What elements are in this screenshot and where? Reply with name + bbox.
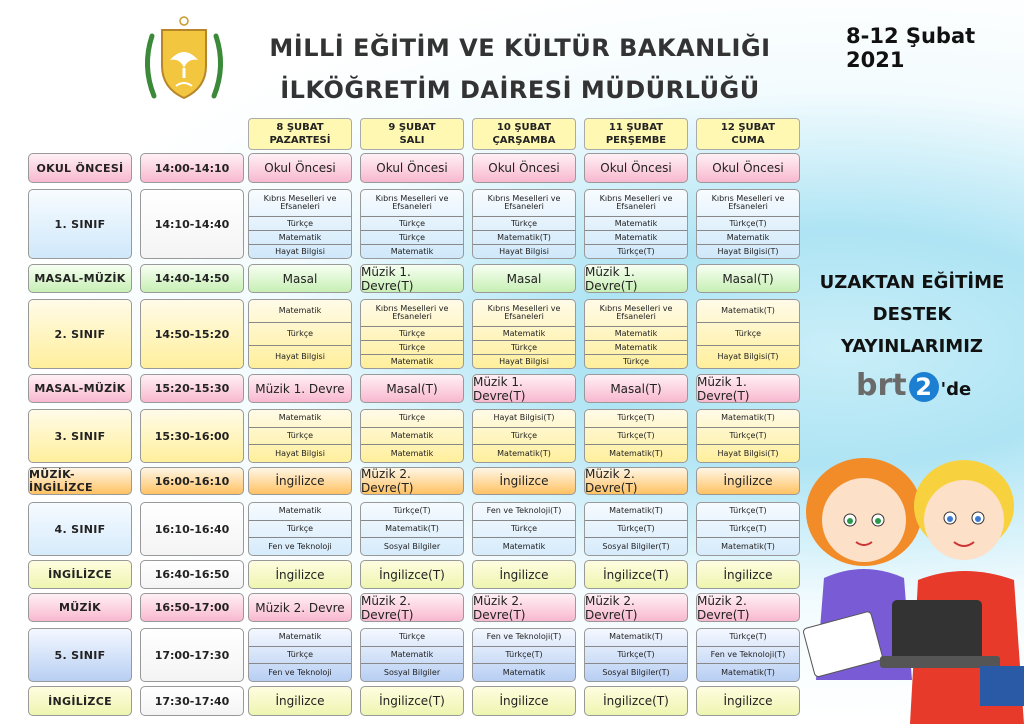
lesson-subject: Sosyal Bilgiler(T) <box>602 541 670 551</box>
day-name: ÇARŞAMBA <box>492 135 556 146</box>
ministry-title: MİLLİ EĞİTİM VE KÜLTÜR BAKANLIĞI <box>269 34 771 62</box>
lesson-subject: Hayat Bilgisi <box>499 356 549 366</box>
lesson-cell <box>472 628 576 682</box>
lesson-subject: Matematik <box>585 341 687 355</box>
lesson-subject: Türkçe <box>473 428 575 446</box>
lesson-subject: Matematik <box>249 629 351 647</box>
lesson-subject: Matematik <box>249 503 351 521</box>
lesson-subject: Matematik <box>390 448 434 458</box>
lesson-cell <box>360 502 464 556</box>
lesson-subject: Matematik(T) <box>473 231 575 245</box>
time-slot: 16:00-16:10 <box>140 467 244 495</box>
lesson-subject: Kıbrıs Meselleri ve Efsaneleri <box>361 300 463 327</box>
row-label: İNGİLİZCE <box>28 686 132 716</box>
lesson-subject: Hayat Bilgisi(T) <box>717 352 779 361</box>
lesson-subject: Türkçe <box>473 341 575 355</box>
lesson-subject: Türkçe(T) <box>697 521 799 539</box>
lesson-cell <box>584 502 688 556</box>
lesson-subject: Hayat Bilgisi <box>275 246 325 256</box>
lesson-subject: Matematik <box>249 231 351 245</box>
lesson-subject: Matematik(T) <box>721 667 775 677</box>
lesson-cell <box>584 299 688 369</box>
lesson-subject: Hayat Bilgisi(T) <box>717 448 779 458</box>
time-slot: 14:10-14:40 <box>140 189 244 259</box>
day-date: 12 ŞUBAT <box>720 122 776 133</box>
lesson-cell: Okul Öncesi <box>584 153 688 183</box>
lesson-subject: Türkçe(T) <box>585 647 687 665</box>
lesson-cell <box>696 299 800 369</box>
lesson-subject: Türkçe <box>249 428 351 446</box>
lesson-subject: Kıbrıs Meselleri ve Efsaneleri <box>697 190 799 217</box>
lesson-subject: Matematik <box>697 231 799 245</box>
lesson-subject: Türkçe(T) <box>473 647 575 665</box>
lesson-subject: Hayat Bilgisi(T) <box>717 246 779 256</box>
lesson-subject: Sosyal Bilgiler <box>383 541 441 551</box>
lesson-cell: Okul Öncesi <box>248 153 352 183</box>
lesson-subject: Türkçe(T) <box>697 428 799 446</box>
lesson-subject: Fen ve Teknoloji <box>268 541 332 551</box>
row-label: MÜZİK <box>28 593 132 622</box>
time-slot: 14:50-15:20 <box>140 299 244 369</box>
lesson-cell <box>360 189 464 259</box>
lesson-subject: Matematik <box>585 217 687 231</box>
lesson-cell: İngilizce(T) <box>584 686 688 716</box>
lesson-cell: İngilizce <box>472 686 576 716</box>
lesson-subject: Türkçe <box>361 327 463 341</box>
lesson-cell: İngilizce <box>248 467 352 495</box>
lesson-cell: İngilizce <box>696 686 800 716</box>
lesson-cell <box>696 189 800 259</box>
lesson-subject: Matematik(T) <box>585 629 687 647</box>
lesson-cell: Masal <box>472 264 576 293</box>
lesson-subject: Matematik <box>585 231 687 245</box>
row-label: İNGİLİZCE <box>28 560 132 589</box>
lesson-subject: Matematik(T) <box>497 448 551 458</box>
lesson-subject: Kıbrıs Meselleri ve Efsaneleri <box>473 190 575 217</box>
row-label: 4. SINIF <box>28 502 132 556</box>
row-label: MÜZİK-İNGİLİZCE <box>28 467 132 495</box>
lesson-subject: Hayat Bilgisi <box>275 448 325 458</box>
day-header <box>472 118 576 150</box>
lesson-cell: İngilizce <box>248 686 352 716</box>
row-label: 5. SINIF <box>28 628 132 682</box>
lesson-cell: İngilizce(T) <box>360 560 464 589</box>
week-date: 8-12 Şubat 2021 <box>846 24 976 72</box>
day-name: PERŞEMBE <box>605 135 667 146</box>
lesson-cell <box>360 628 464 682</box>
lesson-subject: Türkçe <box>473 521 575 539</box>
lesson-subject: Matematik(T) <box>721 541 775 551</box>
promo-line-3: YAYINLARIMIZ <box>841 336 983 357</box>
department-title: İLKÖĞRETİM DAİRESİ MÜDÜRLÜĞÜ <box>280 76 760 104</box>
lesson-subject: Hayat Bilgisi <box>499 246 549 256</box>
lesson-cell: Müzik 2. Devre(T) <box>696 593 800 622</box>
row-label: MASAL-MÜZİK <box>28 374 132 403</box>
lesson-subject: Fen ve Teknoloji(T) <box>697 647 799 665</box>
lesson-cell: Masal(T) <box>584 374 688 403</box>
lesson-subject: Fen ve Teknoloji(T) <box>473 629 575 647</box>
time-slot: 17:30-17:40 <box>140 686 244 716</box>
lesson-cell: Müzik 2. Devre(T) <box>360 467 464 495</box>
lesson-subject: Türkçe <box>361 217 463 231</box>
lesson-subject: Kıbrıs Meselleri ve Efsaneleri <box>361 190 463 217</box>
lesson-cell <box>696 628 800 682</box>
brt2-logo: brt 2 'de <box>856 368 972 403</box>
lesson-cell <box>584 189 688 259</box>
lesson-subject: Türkçe(T) <box>617 246 655 256</box>
lesson-subject: Türkçe(T) <box>697 217 799 231</box>
lesson-subject: Hayat Bilgisi <box>275 352 325 361</box>
lesson-subject: Matematik(T) <box>361 521 463 539</box>
day-name: PAZARTESİ <box>269 135 331 146</box>
lesson-cell: İngilizce <box>696 560 800 589</box>
promo-line-1: UZAKTAN EĞİTİME <box>819 272 1005 293</box>
day-name: CUMA <box>731 135 765 146</box>
lesson-subject: Matematik(T) <box>609 448 663 458</box>
lesson-cell: İngilizce <box>696 467 800 495</box>
time-slot: 16:50-17:00 <box>140 593 244 622</box>
lesson-cell <box>584 409 688 463</box>
lesson-cell: Okul Öncesi <box>696 153 800 183</box>
day-header <box>584 118 688 150</box>
lesson-cell <box>472 409 576 463</box>
lesson-cell: Müzik 2. Devre(T) <box>360 593 464 622</box>
time-slot: 15:20-15:30 <box>140 374 244 403</box>
lesson-cell: İngilizce(T) <box>584 560 688 589</box>
day-date: 10 ŞUBAT <box>496 122 552 133</box>
lesson-cell: Müzik 1. Devre(T) <box>584 264 688 293</box>
lesson-cell: Masal <box>248 264 352 293</box>
lesson-subject: Kıbrıs Meselleri ve Efsaneleri <box>249 190 351 217</box>
lesson-subject: Türkçe(T) <box>697 503 799 521</box>
lesson-cell: Müzik 1. Devre(T) <box>696 374 800 403</box>
lesson-subject: Matematik <box>390 246 434 256</box>
day-date: 9 ŞUBAT <box>388 122 436 133</box>
lesson-cell <box>472 189 576 259</box>
lesson-subject: Türkçe <box>473 217 575 231</box>
row-label: MASAL-MÜZİK <box>28 264 132 293</box>
lesson-cell <box>248 502 352 556</box>
lesson-cell <box>696 409 800 463</box>
lesson-cell <box>248 299 352 369</box>
time-slot: 15:30-16:00 <box>140 409 244 463</box>
lesson-subject: Türkçe <box>249 521 351 539</box>
lesson-cell: Müzik 2. Devre(T) <box>584 467 688 495</box>
lesson-subject: Hayat Bilgisi(T) <box>473 410 575 428</box>
lesson-subject: Türkçe <box>697 323 799 346</box>
lesson-subject: Matematik(T) <box>585 503 687 521</box>
lesson-subject: Kıbrıs Meselleri ve Efsaneleri <box>585 190 687 217</box>
time-slot: 17:00-17:30 <box>140 628 244 682</box>
row-label: 1. SINIF <box>28 189 132 259</box>
lesson-cell: Müzik 1. Devre(T) <box>360 264 464 293</box>
lesson-cell: Masal(T) <box>360 374 464 403</box>
time-slot: 14:40-14:50 <box>140 264 244 293</box>
lesson-subject: Türkçe(T) <box>697 629 799 647</box>
lesson-cell <box>360 409 464 463</box>
lesson-subject: Türkçe <box>249 647 351 665</box>
lesson-cell: Masal(T) <box>696 264 800 293</box>
lesson-cell <box>248 628 352 682</box>
lesson-cell <box>584 628 688 682</box>
lesson-subject: Matematik(T) <box>697 300 799 323</box>
lesson-cell: Müzik 2. Devre(T) <box>472 593 576 622</box>
lesson-cell <box>472 299 576 369</box>
lesson-subject: Türkçe <box>361 231 463 245</box>
lesson-cell: Müzik 1. Devre <box>248 374 352 403</box>
lesson-cell <box>360 299 464 369</box>
lesson-cell: İngilizce(T) <box>360 686 464 716</box>
time-slot: 16:40-16:50 <box>140 560 244 589</box>
lesson-subject: Türkçe <box>622 356 650 366</box>
lesson-subject: Sosyal Bilgiler(T) <box>602 667 670 677</box>
lesson-subject: Matematik <box>585 327 687 341</box>
lesson-subject: Türkçe(T) <box>585 428 687 446</box>
day-header <box>696 118 800 150</box>
lesson-subject: Fen ve Teknoloji <box>268 667 332 677</box>
lesson-subject: Matematik(T) <box>697 410 799 428</box>
lesson-cell <box>248 189 352 259</box>
lesson-subject: Türkçe <box>361 341 463 355</box>
day-header <box>360 118 464 150</box>
lesson-subject: Matematik <box>502 541 546 551</box>
lesson-cell: Okul Öncesi <box>472 153 576 183</box>
lesson-cell: Müzik 2. Devre(T) <box>584 593 688 622</box>
promo-line-2: DESTEK <box>872 304 952 325</box>
row-label: OKUL ÖNCESİ <box>28 153 132 183</box>
day-name: SALI <box>399 135 425 146</box>
lesson-cell: Okul Öncesi <box>360 153 464 183</box>
lesson-subject: Türkçe <box>361 410 463 428</box>
time-slot: 14:00-14:10 <box>140 153 244 183</box>
lesson-subject: Türkçe(T) <box>585 410 687 428</box>
row-label: 3. SINIF <box>28 409 132 463</box>
day-date: 11 ŞUBAT <box>608 122 664 133</box>
day-date: 8 ŞUBAT <box>276 122 324 133</box>
lesson-subject: Sosyal Bilgiler <box>383 667 441 677</box>
lesson-cell <box>248 409 352 463</box>
lesson-cell: İngilizce <box>472 560 576 589</box>
lesson-subject: Matematik <box>249 410 351 428</box>
lesson-subject: Fen ve Teknoloji(T) <box>473 503 575 521</box>
lesson-cell: İngilizce <box>472 467 576 495</box>
lesson-cell <box>696 502 800 556</box>
lesson-subject: Matematik <box>249 300 351 323</box>
lesson-subject: Türkçe(T) <box>585 521 687 539</box>
time-slot: 16:10-16:40 <box>140 502 244 556</box>
lesson-subject: Matematik <box>361 428 463 446</box>
lesson-subject: Matematik <box>361 647 463 665</box>
lesson-subject: Türkçe <box>249 217 351 231</box>
lesson-subject: Türkçe(T) <box>361 503 463 521</box>
lesson-subject: Türkçe <box>249 323 351 346</box>
row-label: 2. SINIF <box>28 299 132 369</box>
lesson-subject: Matematik <box>390 356 434 366</box>
lesson-cell <box>472 502 576 556</box>
lesson-subject: Matematik <box>473 327 575 341</box>
lesson-subject: Kıbrıs Meselleri ve Efsaneleri <box>585 300 687 327</box>
day-header <box>248 118 352 150</box>
lesson-subject: Türkçe <box>361 629 463 647</box>
children-with-laptop-illustration <box>800 450 1024 724</box>
lesson-subject: Kıbrıs Meselleri ve Efsaneleri <box>473 300 575 327</box>
lesson-cell: İngilizce <box>248 560 352 589</box>
lesson-cell: Müzik 2. Devre <box>248 593 352 622</box>
lesson-cell: Müzik 1. Devre(T) <box>472 374 576 403</box>
lesson-subject: Matematik <box>502 667 546 677</box>
coat-of-arms-emblem <box>136 14 232 110</box>
